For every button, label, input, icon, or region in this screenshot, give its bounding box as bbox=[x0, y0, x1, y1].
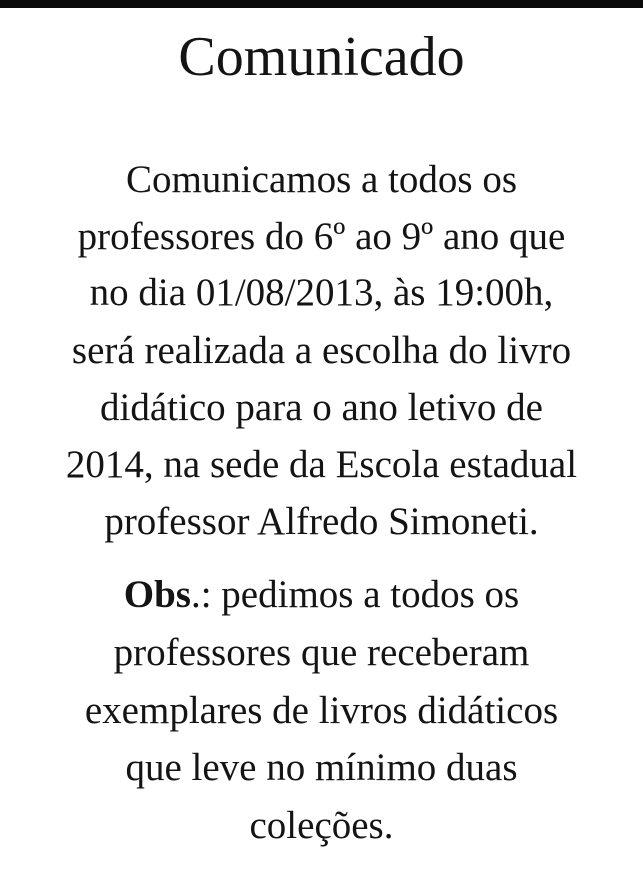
body-line: no dia 01/08/2013, às 19:00h, bbox=[89, 271, 554, 314]
body-line: didático para o ano letivo de bbox=[100, 386, 543, 429]
body-line: professor Alfredo Simoneti. bbox=[104, 500, 539, 543]
obs-line: exemplares de livros didáticos bbox=[84, 689, 559, 732]
obs-first-line-text: .: pedimos a todos os bbox=[190, 573, 520, 616]
obs-line: que leve no mínimo duas bbox=[125, 746, 518, 789]
top-border bbox=[0, 0, 643, 8]
obs-first-line bbox=[0, 570, 643, 620]
obs-line: professores que receberam bbox=[113, 631, 530, 674]
body-line: Comunicamos a todos os bbox=[125, 158, 518, 201]
body-line: será realizada a escolha do livro bbox=[71, 329, 572, 372]
obs-line: coleções. bbox=[249, 804, 394, 847]
notice-title: Comunicado bbox=[178, 26, 465, 88]
obs-label: Obs bbox=[123, 573, 191, 616]
body-line: professores do 6º ao 9º ano que bbox=[77, 215, 566, 258]
body-line: 2014, na sede da Escola estadual bbox=[65, 443, 578, 486]
